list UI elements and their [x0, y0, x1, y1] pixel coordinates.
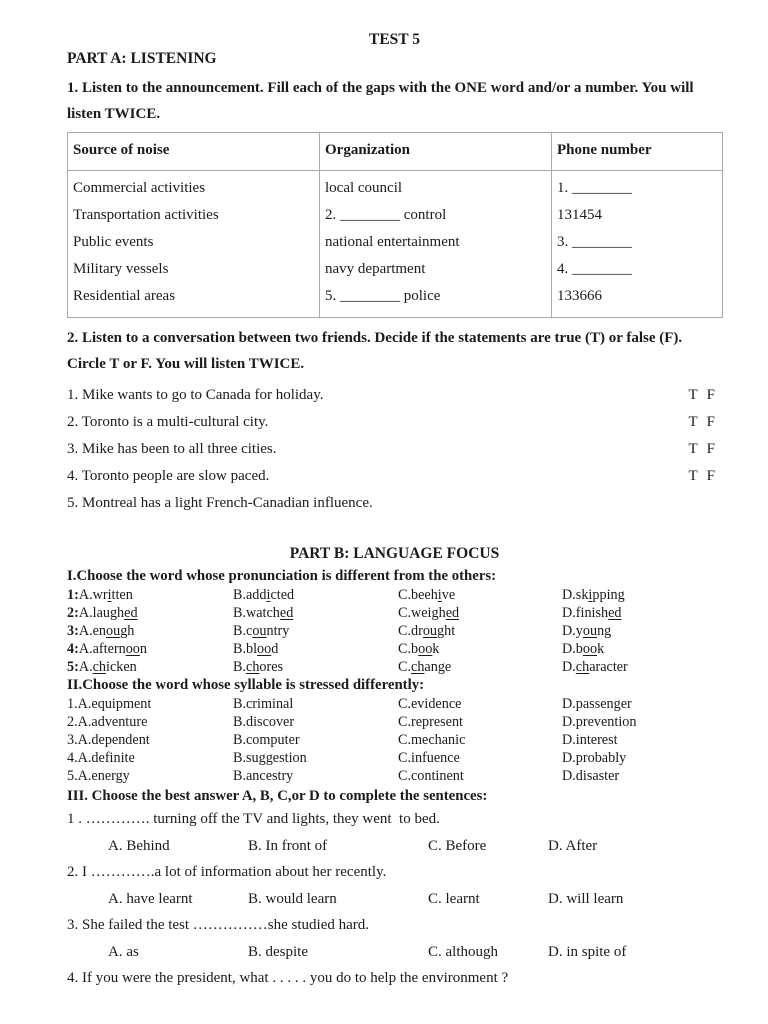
underlined-letters: oo: [257, 641, 272, 657]
option-text: D.y: [562, 623, 583, 639]
pronunciation-option: [562, 622, 722, 640]
pronunciation-option: [67, 604, 233, 622]
option-text: d: [271, 641, 279, 657]
pronunciation-option: [233, 658, 398, 676]
option-text: cted: [270, 587, 295, 603]
statement-text: 3. Mike has been to all three cities.: [67, 441, 277, 457]
question-number: 4:: [67, 641, 79, 657]
answer-options: [108, 939, 722, 966]
pronunciation-option: [562, 658, 722, 676]
table-cell-line: Public events: [73, 234, 154, 250]
table-cell-line: Commercial activities: [73, 180, 206, 196]
option-text: k: [432, 641, 440, 657]
tf-true: T: [688, 414, 698, 430]
underlined-letters: i: [588, 587, 593, 603]
pronunciation-option: [398, 604, 562, 622]
underlined-letters: oo: [418, 641, 433, 657]
stress-option: C.continent: [398, 768, 464, 784]
statement-row: [67, 409, 722, 436]
option-text: tten: [111, 587, 133, 603]
header-source-of-noise: Source of noise: [68, 133, 320, 171]
tf-false: F: [706, 441, 715, 457]
answer-option: A. have learnt: [108, 890, 193, 907]
underlined-letters: oo: [582, 641, 598, 657]
statement-row: [67, 463, 722, 490]
option-text: B.add: [233, 587, 267, 603]
underlined-letters: ch: [411, 659, 425, 675]
pronunciation-option: [233, 622, 398, 640]
pronunciation-option: [398, 658, 562, 676]
stress-row: [67, 695, 722, 713]
answer-option: D. will learn: [548, 890, 624, 907]
stress-option: 3.A.dependent: [67, 732, 150, 748]
option-text: C.b: [398, 641, 419, 657]
tf-options: [688, 463, 715, 490]
pronunciation-option: [67, 622, 233, 640]
option-text: B.watch: [233, 605, 280, 621]
option-text: A.wr: [78, 587, 108, 603]
question-number: 3:: [67, 623, 79, 639]
table-cell-line: navy department: [325, 261, 426, 277]
option-text: n: [139, 641, 147, 657]
stress-row: [67, 749, 722, 767]
pronunciation-row: [67, 622, 722, 640]
table-cell-line: Residential areas: [73, 288, 176, 304]
question-number: 5:: [67, 659, 79, 675]
underlined-letters: ed: [608, 605, 622, 621]
page-title: TEST 5: [369, 31, 420, 48]
table-cell-line: 1. ________: [557, 180, 632, 196]
option-text: B.: [233, 659, 247, 675]
statement-row: [67, 490, 722, 517]
statement-text: 2. Toronto is a multi-cultural city.: [67, 414, 269, 430]
pronunciation-option: [398, 622, 562, 640]
option-text: D.: [562, 659, 576, 675]
underlined-letters: oo: [125, 641, 140, 657]
answer-option: B. would learn: [248, 890, 337, 907]
option-text: ght: [437, 623, 456, 639]
question-text: 4. If you were the president, what . . . . . you do to help the environment ?: [67, 970, 509, 986]
answer-options: [108, 833, 722, 860]
table-body-row: [68, 171, 723, 318]
stress-option: C.mechanic: [398, 732, 466, 748]
stress-option: D.prevention: [562, 714, 637, 730]
stress-option: 5.A.energy: [67, 768, 130, 784]
part-a-heading: PART A: LISTENING: [67, 50, 217, 67]
tf-false: F: [706, 414, 715, 430]
pronunciation-row: [67, 604, 722, 622]
answer-option: D. in spite of: [548, 943, 627, 960]
question-text: 3. She failed the test ……………she studied hard.: [67, 917, 370, 933]
stress-option: 2.A.adventure: [67, 714, 148, 730]
tf-true: T: [688, 441, 698, 457]
answer-option: D. After: [548, 837, 598, 854]
section1-heading: I.Choose the word whose pronunciation is different from the others:: [67, 568, 497, 584]
pronunciation-option: [233, 640, 398, 658]
tf-false: F: [706, 387, 715, 403]
underlined-letters: i: [107, 587, 112, 603]
pronunciation-option: [67, 640, 233, 658]
part-b-heading: PART B: LANGUAGE FOCUS: [289, 545, 500, 562]
task1-instruction: [67, 75, 722, 127]
option-text: ange: [424, 659, 452, 675]
stress-option: C.represent: [398, 714, 464, 730]
table-cell-line: Military vessels: [73, 261, 169, 277]
statement-text: 1. Mike wants to go to Canada for holiday.: [67, 387, 324, 403]
underlined-letters: i: [266, 587, 271, 603]
stress-option: B.computer: [233, 732, 300, 748]
stress-option: B.criminal: [233, 696, 294, 712]
pronunciation-option: [562, 640, 722, 658]
task2-instruction-line: 2. Listen to a conversation between two friends. Decide if the statements are true (T) or false (F).: [67, 330, 683, 346]
table-cell-line: local council: [325, 180, 403, 196]
question-text: 1 . …………. turning off the TV and lights, they went to bed.: [67, 811, 440, 827]
underlined-letters: ou: [106, 623, 121, 639]
header-organization: Organization: [320, 133, 552, 171]
pronunciation-row: [67, 640, 722, 658]
option-text: pping: [592, 587, 625, 603]
option-text: A.en: [78, 623, 107, 639]
pronunciation-option: [233, 586, 398, 604]
question-text: 2. I ………….a lot of information about her recently.: [67, 864, 387, 880]
underlined-letters: ou: [422, 623, 438, 639]
noise-table: [67, 132, 723, 318]
tf-true: T: [688, 468, 698, 484]
answer-option: B. In front of: [248, 837, 328, 854]
table-cell-line: 3. ________: [557, 234, 632, 250]
underlined-letters: ch: [246, 659, 260, 675]
section2-heading: II.Choose the word whose syllable is stressed differently:: [67, 677, 425, 693]
option-text: D.sk: [562, 587, 589, 603]
pronunciation-option: [398, 640, 562, 658]
statement-row: [67, 436, 722, 463]
pronunciation-option: [233, 604, 398, 622]
pronunciation-option: [398, 586, 562, 604]
tf-options: [688, 382, 715, 409]
stress-option: 1.A.equipment: [67, 696, 152, 712]
question-number: 2:: [67, 605, 79, 621]
option-text: icken: [106, 659, 137, 675]
option-text: gh: [120, 623, 135, 639]
question-number: 1:: [67, 587, 79, 603]
table-cell-line: national entertainment: [325, 234, 460, 250]
stress-option: B.suggestion: [233, 750, 307, 766]
option-text: C.weigh: [398, 605, 446, 621]
stress-row: [67, 731, 722, 749]
option-text: A.aftern: [78, 641, 126, 657]
task2-instruction-line: Circle T or F. You will listen TWICE.: [67, 356, 305, 372]
statement-text: 5. Montreal has a light French-Canadian influence.: [67, 495, 373, 511]
tf-false: F: [706, 468, 715, 484]
answer-option: C. Before: [428, 837, 487, 854]
section3: [67, 787, 722, 992]
column-source-of-noise: [68, 171, 320, 318]
statement-text: 4. Toronto people are slow paced.: [67, 468, 270, 484]
table-cell-line: 5. ________ police: [325, 288, 441, 304]
pronunciation-option: [67, 586, 233, 604]
table-cell-line: Transportation activities: [73, 207, 219, 223]
option-text: k: [597, 641, 605, 657]
underlined-letters: ed: [445, 605, 460, 621]
stress-option: B.ancestry: [233, 768, 294, 784]
option-text: ntry: [266, 623, 290, 639]
option-text: ng: [597, 623, 612, 639]
underlined-letters: i: [437, 587, 442, 603]
option-text: ve: [441, 587, 456, 603]
underlined-letters: ou: [582, 623, 598, 639]
underlined-letters: ed: [124, 605, 138, 621]
stress-option: C.evidence: [398, 696, 462, 712]
table-cell-line: 2. ________ control: [325, 207, 447, 223]
stress-option: D.passenger: [562, 696, 632, 712]
pronunciation-row: [67, 586, 722, 604]
tf-options: [688, 409, 715, 436]
option-text: ores: [259, 659, 284, 675]
table-cell-line: 131454: [557, 207, 602, 223]
header-phone-number: Phone number: [552, 133, 723, 171]
stress-option: D.interest: [562, 732, 618, 748]
column-phone-number: [552, 171, 723, 318]
stress-option: D.probably: [562, 750, 627, 766]
stress-option: D.disaster: [562, 768, 620, 784]
option-text: B.bl: [233, 641, 258, 657]
option-text: A.: [78, 659, 93, 675]
stress-row: [67, 713, 722, 731]
column-organization: [320, 171, 552, 318]
answer-option: C. although: [428, 943, 498, 960]
pronunciation-option: [67, 658, 233, 676]
underlined-letters: ou: [252, 623, 267, 639]
underlined-letters: ch: [575, 659, 590, 675]
pronunciation-row: [67, 658, 722, 676]
pronunciation-option: [562, 586, 722, 604]
statement-row: [67, 382, 722, 409]
answer-option: A. as: [108, 943, 139, 960]
option-text: C.: [398, 659, 412, 675]
stress-option: C.infuence: [398, 750, 460, 766]
stress-option: B.discover: [233, 714, 295, 730]
tf-options: [688, 436, 715, 463]
answer-option: B. despite: [248, 943, 308, 960]
pronunciation-option: [562, 604, 722, 622]
answer-options: [108, 886, 722, 913]
option-text: C.beeh: [398, 587, 438, 603]
option-text: D.finish: [562, 605, 609, 621]
task1-instruction-line: listen TWICE.: [67, 106, 161, 122]
underlined-letters: ch: [92, 659, 107, 675]
option-text: A.laugh: [78, 605, 125, 621]
underlined-letters: ed: [279, 605, 294, 621]
answer-option: C. learnt: [428, 890, 480, 907]
option-text: aracter: [589, 659, 628, 675]
stress-option: 4.A.definite: [67, 750, 135, 766]
task2-instruction: [67, 325, 722, 377]
option-text: D.b: [562, 641, 583, 657]
option-text: B.c: [233, 623, 253, 639]
task1-instruction-line: 1. Listen to the announcement. Fill each of the gaps with the ONE word and/or a number. You will: [67, 80, 694, 96]
tf-true: T: [688, 387, 698, 403]
option-text: C.dr: [398, 623, 423, 639]
table-cell-line: 4. ________: [557, 261, 632, 277]
answer-option: A. Behind: [108, 837, 170, 854]
table-cell-line: 133666: [557, 288, 602, 304]
section3-heading: III. Choose the best answer A, B, C,or D to complete the sentences:: [67, 788, 488, 804]
stress-row: [67, 767, 722, 785]
table-header-row: [68, 133, 723, 171]
